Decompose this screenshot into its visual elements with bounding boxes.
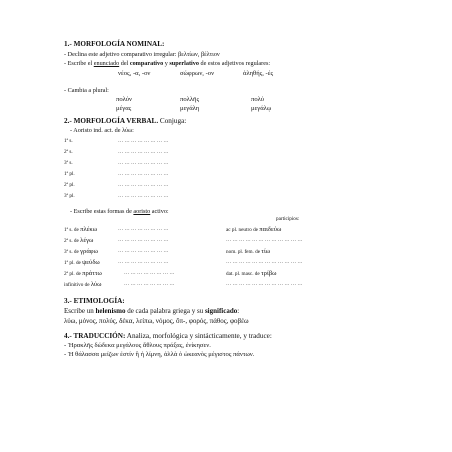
person-label: 2ª s. [64, 149, 73, 155]
answer-blank: … … … … … … … … [118, 193, 169, 199]
plural-word-2: πολλῆς [180, 96, 200, 103]
adjective-2: σώφρων, -ον [180, 70, 215, 77]
participle-blank: … … … … … … … … … … … … [226, 259, 303, 265]
etymology-words: λύω, μόνος, πολύς, δέκα, λείπω, νόμος, ὄπ-, φορός, πάθος, φοβέω [64, 317, 249, 325]
answer-blank: … … … … … … … … [118, 182, 169, 188]
comparative-instruction: - Escribe el enunciado del comparativo y superlativo de estos adjetivos regulares: [64, 60, 271, 67]
answer-blank: … … … … … … … … [118, 259, 169, 265]
section-2-title: 2.- MORFOLOGÍA VERBAL. Conjuga: [64, 117, 187, 125]
person-label: 3ª s. [64, 160, 73, 166]
section-1-title: 1.- MORFOLOGÍA NOMINAL: [64, 40, 165, 48]
participle-blank: … … … … … … … … … … … … [226, 281, 303, 287]
forms-instruction: - Escribe estas formas de aoristo activo: [70, 208, 169, 215]
form-label: 3ª s. de γράφω [64, 248, 98, 255]
participle-label: dat. pl. masc. de τρίβω [226, 270, 277, 277]
plural-word-5: μεγάλη [180, 105, 200, 112]
answer-blank: … … … … … … … … [124, 281, 175, 287]
section-3-title: 3.- ETIMOLOGÍA: [64, 297, 125, 305]
aorist-instruction: - Aoristo ind. act. de λύω: [70, 127, 134, 134]
answer-blank: … … … … … … … … [124, 270, 175, 276]
declension-instruction: - Declina este adjetivo comparativo irregular: βελτίων, βέλτιον [64, 51, 220, 58]
adjective-3: ἀληθής, -ές [243, 70, 274, 77]
adjective-1: νέος, -α, -ον [118, 70, 151, 77]
plural-word-1: πολύν [116, 96, 132, 103]
plural-word-4: μέγας [116, 105, 132, 112]
participle-blank: … … … … … … … … … … … … [226, 237, 303, 243]
form-label: 2ª pl. de πράττω [64, 270, 102, 277]
etymology-instruction: Escribe un helenismo de cada palabra griega y su significado: [64, 307, 240, 315]
person-label: 2ª pl. [64, 182, 75, 188]
form-label: 1ª pl. de ψεύδω [64, 259, 100, 266]
answer-blank: … … … … … … … … [118, 237, 169, 243]
form-label: 1ª s. de πλέκω [64, 226, 98, 233]
section-4-title: 4.- TRADUCCIÓN: Analiza, morfológica y sintácticamente, y traduce: [64, 332, 272, 340]
plural-instruction: - Cambia a plural: [64, 87, 109, 94]
translation-sentence-1: - Ἡρακλῆς δώδεκα μεγάλους ἄθλους πράξας, ἐνίκησεν. [64, 342, 211, 349]
answer-blank: … … … … … … … … [118, 160, 169, 166]
answer-blank: … … … … … … … … [118, 171, 169, 177]
plural-word-3: πολύ [251, 96, 264, 103]
participle-label: nom. pl. fem. de τίω [226, 248, 271, 255]
answer-blank: … … … … … … … … [118, 248, 169, 254]
translation-sentence-2: - Ἡ θάλασσα μείζων ἐστίν ἢ ἡ λίμνη, ἀλλὰ ὁ ὠκεανὸς μέγιστος πάντων. [64, 351, 255, 358]
form-label: infinitivo de λύω [64, 281, 102, 288]
person-label: 1ª pl. [64, 171, 75, 177]
answer-blank: … … … … … … … … [118, 226, 169, 232]
person-label: 3ª pl. [64, 193, 75, 199]
person-label: 1ª s. [64, 138, 73, 144]
participle-label: ac pl. neutro de παιδεύω [226, 226, 282, 233]
answer-blank: … … … … … … … … [118, 149, 169, 155]
form-label: 2ª s. de λέγω [64, 237, 94, 244]
answer-blank: … … … … … … … … [118, 138, 169, 144]
plural-word-6: μεγάλῳ [251, 105, 272, 112]
participles-heading: participios: [276, 216, 300, 222]
